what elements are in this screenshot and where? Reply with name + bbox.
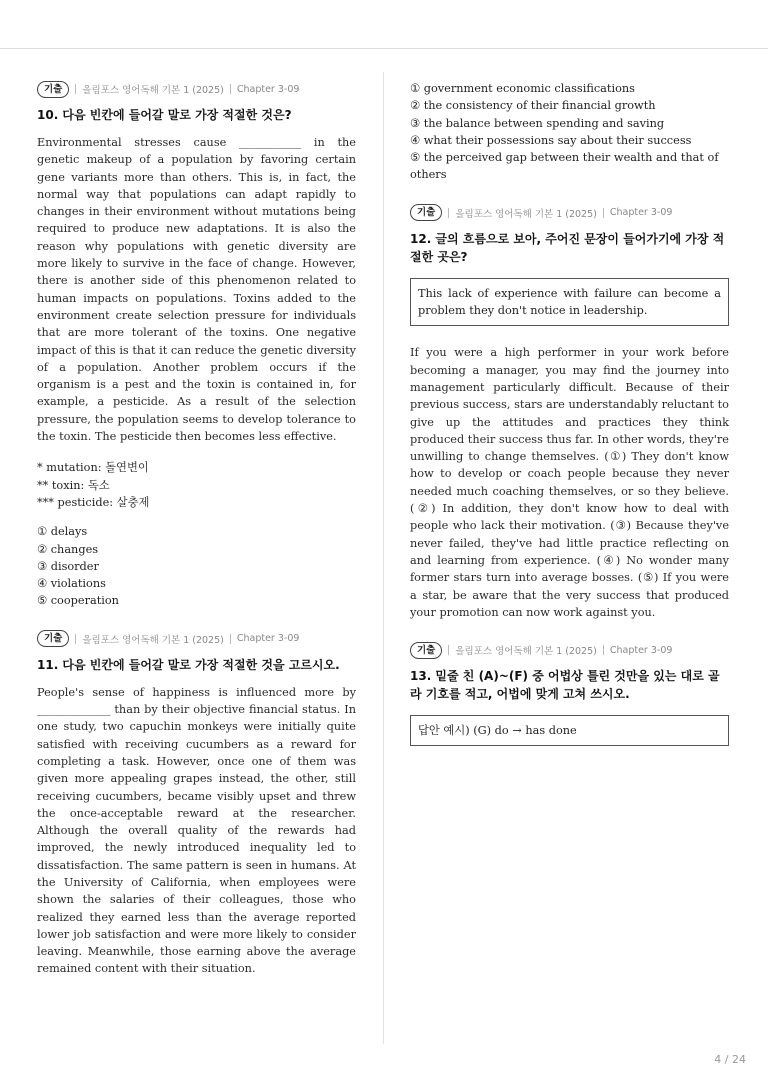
q10-source: 올림포스 영어독해 기본 1 (2025)	[82, 85, 224, 96]
separator	[603, 645, 604, 655]
q11-tag: 기출	[37, 630, 69, 647]
separator	[75, 84, 76, 94]
q11-source-line	[37, 630, 356, 648]
q11-title: 11. 다음 빈칸에 들어갈 말로 가장 적절한 것을 고르시오.	[37, 657, 340, 672]
q12-source: 올림포스 영어독해 기본 1 (2025)	[455, 208, 597, 220]
separator	[230, 634, 231, 644]
q13-title: 13. 밑줄 친 (A)~(F) 중 어법상 틀린 것만을 있는 대로 골라 기호를 적고, 어법에 맞게 고쳐 쓰시오.	[410, 669, 720, 702]
q13-source-line	[410, 641, 729, 659]
q10-options	[37, 523, 356, 609]
column-divider	[383, 72, 384, 1044]
q11-option: ⑤ the perceived gap between their wealth and that of others	[410, 151, 719, 182]
separator	[230, 84, 231, 94]
separator	[603, 208, 604, 218]
q10-note: * mutation: 돌연변이	[37, 461, 149, 475]
q11-option: ③ the balance between spending and saving	[410, 116, 665, 130]
q12-source-line	[410, 204, 729, 222]
separator	[75, 634, 76, 644]
separator	[448, 645, 449, 655]
page-number: 4 / 24	[714, 1053, 746, 1066]
q10-passage: Environmental stresses cause ___________ in the genetic makeup of a population by favoring certain gene variants more than others. This is, in fact, the normal way that populations can adapt rapidly to changes in their environment without mutations being required to produce new adaptations. It is also the reason why populations with genetic diversity are more likely to survive in the face of change. However, there is another side of this phenomenon related to human impacts on populations. Toxins added to the environment create selection pressure for individuals that are more tolerant of the toxins. One negative impact of this is that it can reduce the genetic diversity of a population. Another problem occurs if the organism is a pest and the toxin is contained in, for example, a pesticide. As a result of the selection pressure, the population seems to develop tolerance to the toxin. The pesticide then becomes less effective.	[37, 136, 356, 444]
q10-option: ③ disorder	[37, 559, 99, 573]
q12-tag: 기출	[410, 204, 442, 221]
q11-chapter: Chapter 3-09	[236, 633, 300, 645]
q10-option: ① delays	[37, 525, 88, 539]
q11-option: ④ what their possessions say about their success	[410, 133, 692, 147]
q10-notes	[37, 459, 356, 511]
q10-option: ④ violations	[37, 577, 106, 591]
q12-given-sentence: This lack of experience with failure can become a problem they don't notice in leadership.	[410, 278, 729, 327]
q10-option: ⑤ cooperation	[37, 594, 119, 608]
q11-option: ② the consistency of their financial growth	[410, 99, 656, 113]
separator	[448, 208, 449, 218]
q10-note: ** toxin: 독소	[37, 478, 110, 492]
q11-source: 올림포스 영어독해 기본 1 (2025)	[82, 634, 224, 646]
q11-options	[410, 80, 729, 184]
q13-answer-example: 답안 예시) (G) do → has done	[410, 715, 729, 746]
q12-passage: If you were a high performer in your work before becoming a manager, you may find the journey into management particularly difficult. Because of their previous success, stars are understandably reluctant to give up the attitudes and practices they think produced their success thus far. In other words, they're unwilling to change themselves. (①) They don't know how to develop or coach people because they never needed much coaching themselves, or so they believe. (②) In addition, they don't know how to deal with people who lack their motivation. (③) Because they've never failed, they've had little practice reflecting on and learning from experience. (④) No wonder many former stars turn into average bosses. (⑤) If you were a star, be aware that the very success that produced your promotion can now work against you.	[410, 346, 729, 619]
q10-source-line	[37, 80, 356, 98]
q13-chapter: Chapter 3-09	[609, 644, 673, 656]
q12-title: 12. 글의 흐름으로 보아, 주어진 문장이 들어가기에 가장 적절한 곳은?	[410, 231, 725, 264]
q10-note: *** pesticide: 살충제	[37, 495, 150, 509]
q10-option: ② changes	[37, 542, 99, 556]
header-divider	[0, 48, 768, 49]
q10-tag: 기출	[37, 81, 69, 98]
q10-title: 10. 다음 빈칸에 들어갈 말로 가장 적절한 것은?	[37, 108, 292, 122]
left-column	[37, 80, 356, 978]
q13-source: 올림포스 영어독해 기본 1 (2025)	[455, 646, 597, 658]
q12-chapter: Chapter 3-09	[609, 207, 673, 219]
q10-chapter: Chapter 3-09	[236, 83, 300, 95]
q13-tag: 기출	[410, 642, 442, 659]
right-column	[410, 80, 729, 746]
q11-option: ① government economic classifications	[410, 82, 635, 95]
q11-passage: People's sense of happiness is influenced more by _____________ than by their objective financial status. In one study, two capuchin monkeys were initially quite satisfied with receiving cucumbers as a reward for completing a task. However, once one of them was given more appealing grapes instead, the other, still receiving cucumbers, became visibly upset and threw the once-acceptable reward at the researcher. Although the overall quality of the rewards had improved, the newly introduced inequality led to dissatisfaction. The same pattern is seen in humans. At the University of California, when employees were shown the salaries of their colleagues, those who realized they earned less than the average reported lower job satisfaction and were more likely to consider leaving. Meanwhile, those earning above the average remained content with their situation.	[37, 685, 356, 976]
